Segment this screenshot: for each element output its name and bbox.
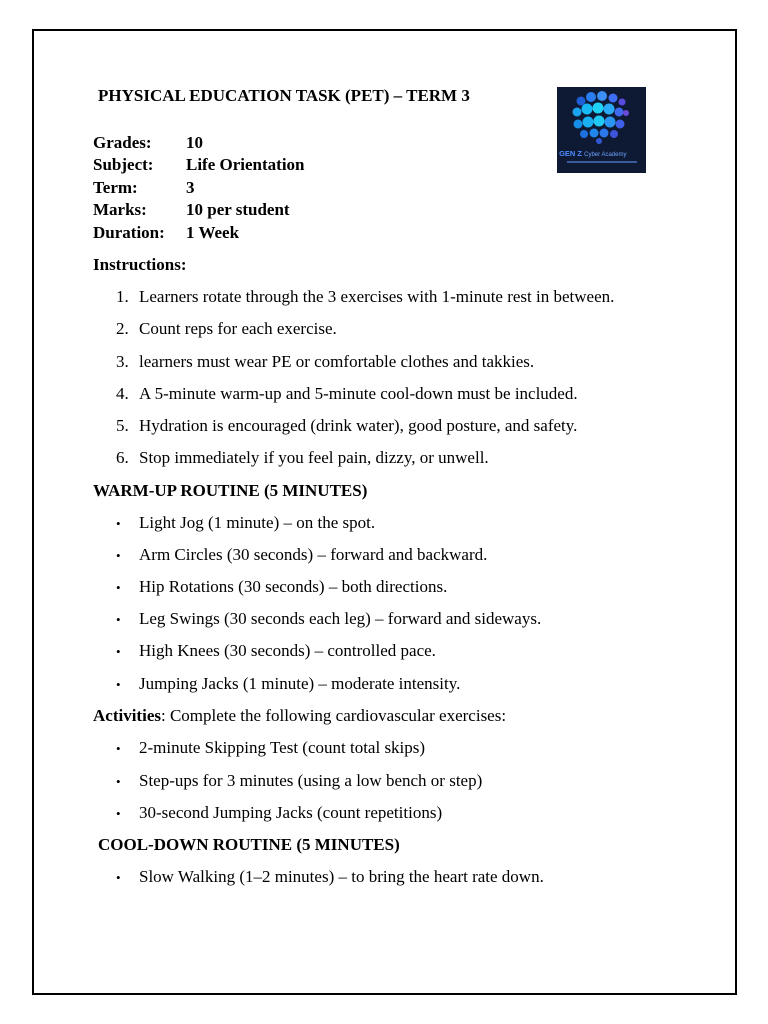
info-key: Grades: xyxy=(93,133,152,152)
bullet: • xyxy=(116,516,121,531)
info-key: Duration: xyxy=(93,223,165,242)
activities-text: : Complete the following cardiovascular exercises: xyxy=(160,706,507,725)
logo-text xyxy=(557,149,646,158)
warmup-text: High Knees (30 seconds) – controlled pace. xyxy=(139,641,436,660)
logo-name: Cyber Academy xyxy=(584,152,627,158)
instruction-text: Hydration is encouraged (drink water), good posture, and safety. xyxy=(139,416,578,435)
list-number: 6. xyxy=(116,448,129,467)
bullet: • xyxy=(116,774,121,789)
info-key: Term: xyxy=(93,178,138,197)
info-key: Marks: xyxy=(93,200,147,219)
instruction-text: Count reps for each exercise. xyxy=(139,319,337,338)
logo-tagline-line xyxy=(567,161,637,163)
info-value: 3 xyxy=(186,178,195,197)
info-key: Subject: xyxy=(93,155,154,174)
bullet: • xyxy=(116,677,121,692)
warmup-text: Hip Rotations (30 seconds) – both directions. xyxy=(139,577,448,596)
cooldown-heading: COOL-DOWN ROUTINE (5 MINUTES) xyxy=(98,835,400,854)
activity-text: 2-minute Skipping Test (count total skips) xyxy=(139,738,426,757)
bullet: • xyxy=(116,580,121,595)
activity-text: Step-ups for 3 minutes (using a low bench or step) xyxy=(139,771,483,790)
list-number: 3. xyxy=(116,352,129,371)
list-number: 4. xyxy=(116,384,129,403)
bullet: • xyxy=(116,870,121,885)
warmup-heading: WARM-UP ROUTINE (5 MINUTES) xyxy=(93,481,368,500)
academy-logo xyxy=(557,87,646,173)
page-title: PHYSICAL EDUCATION TASK (PET) – TERM 3 xyxy=(98,86,470,105)
globe-icon xyxy=(557,87,646,149)
info-value: 1 Week xyxy=(186,223,240,242)
instructions-heading: Instructions: xyxy=(93,255,187,274)
bullet: • xyxy=(116,612,121,627)
cooldown-text: Slow Walking (1–2 minutes) – to bring the heart rate down. xyxy=(139,867,544,886)
bullet: • xyxy=(116,806,121,821)
instruction-text: Stop immediately if you feel pain, dizzy, or unwell. xyxy=(139,448,489,467)
list-number: 1. xyxy=(116,287,129,306)
list-number: 5. xyxy=(116,416,129,435)
warmup-text: Arm Circles (30 seconds) – forward and backward. xyxy=(139,545,488,564)
warmup-text: Jumping Jacks (1 minute) – moderate intensity. xyxy=(139,674,461,693)
info-value: 10 xyxy=(186,133,203,152)
info-value: Life Orientation xyxy=(186,155,305,174)
activities-label: Activities xyxy=(93,706,161,725)
instruction-text: learners must wear PE or comfortable clothes and takkies. xyxy=(139,352,535,371)
logo-brand: GEN Z xyxy=(559,149,583,158)
bullet: • xyxy=(116,741,121,756)
instruction-text: Learners rotate through the 3 exercises with 1-minute rest in between. xyxy=(139,287,615,306)
warmup-text: Leg Swings (30 seconds each leg) – forward and sideways. xyxy=(139,609,542,628)
activities-intro xyxy=(93,706,506,726)
info-value: 10 per student xyxy=(186,200,290,219)
list-number: 2. xyxy=(116,319,129,338)
bullet: • xyxy=(116,644,121,659)
bullet: • xyxy=(116,548,121,563)
warmup-text: Light Jog (1 minute) – on the spot. xyxy=(139,513,376,532)
instruction-text: A 5-minute warm-up and 5-minute cool-down must be included. xyxy=(139,384,578,403)
activity-text: 30-second Jumping Jacks (count repetitions) xyxy=(139,803,443,822)
